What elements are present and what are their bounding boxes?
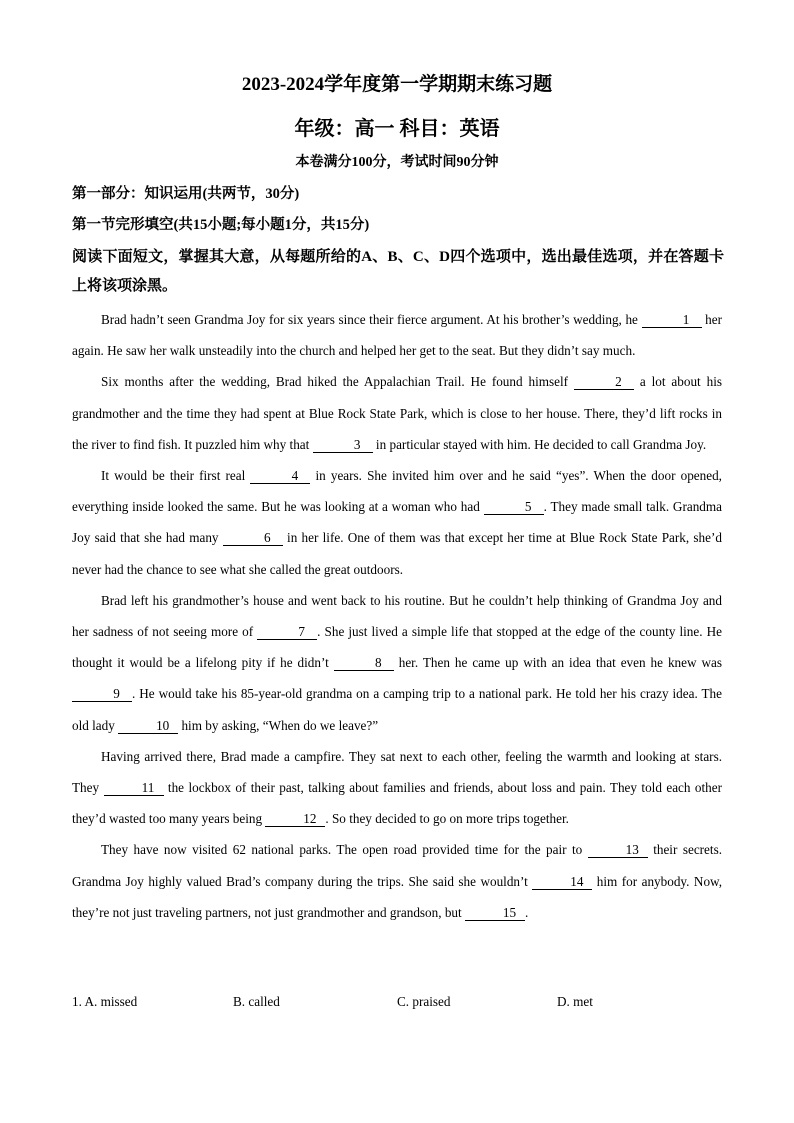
section-heading: 第一节完形填空(共15小题;每小题1分，共15分) bbox=[72, 217, 370, 233]
instructions: 阅读下面短文，掌握其大意，从每题所给的A、B、C、D四个选项中，选出最佳选项，并在答题卡上将该项涂黑。 bbox=[72, 249, 724, 294]
option-c: C. praised bbox=[397, 994, 451, 1009]
blank-10: 10 bbox=[118, 719, 178, 734]
exam-title: 2023-2024学年度第一学期期末练习题 bbox=[241, 74, 553, 95]
blank-14: 14 bbox=[532, 875, 592, 890]
blank-5: 5 bbox=[484, 500, 544, 515]
paragraph-6: They have now visited 62 national parks. The open road provided time for the pair to 13 their secrets. Grandma Joy highly valued Brad’s company during the trips. She said she wouldn’t 14 him for anybody. Now, they’re not just traveling partners, not just grandmother and grandson, but 15 . bbox=[72, 842, 723, 920]
cloze-passage bbox=[72, 304, 722, 928]
blank-8: 8 bbox=[334, 656, 394, 671]
blank-13: 13 bbox=[588, 843, 648, 858]
exam-info: 本卷满分100分，考试时间90分钟 bbox=[295, 155, 499, 170]
blank-2: 2 bbox=[574, 375, 634, 390]
blank-12: 12 bbox=[265, 812, 325, 827]
option-b: B. called bbox=[233, 994, 280, 1009]
blank-11: 11 bbox=[104, 781, 164, 796]
paragraph-4: Brad left his grandmother’s house and went back to his routine. But he couldn’t help thinking of Grandma Joy and her sadness of not seeing more of 7 . She just lived a simple life that stopped at the edge of the county line. He thought it would be a lifelong pity if he didn’t 8 her. Then he came up with an idea that even he knew was 9 . He would take his 85-year-old grandma on a camping trip to a national park. He told her his crazy idea. The old lady 10 him by asking, “When do we leave?” bbox=[72, 592, 722, 733]
blank-7: 7 bbox=[257, 625, 317, 640]
blank-9: 9 bbox=[72, 687, 132, 702]
option-a: 1. A. missed bbox=[72, 994, 138, 1009]
blank-3: 3 bbox=[313, 438, 373, 453]
paragraph-1: Brad hadn’t seen Grandma Joy for six years since their fierce argument. At his brother’s wedding, he 1 her again. He saw her walk unsteadily into the church and helped her get to the seat. But they didn’t say much. bbox=[72, 312, 723, 359]
option-d: D. met bbox=[557, 994, 593, 1009]
part-heading: 第一部分：知识运用(共两节，30分) bbox=[72, 186, 300, 202]
grade-subject: 年级：高一 科目：英语 bbox=[294, 118, 500, 140]
blank-6: 6 bbox=[223, 531, 283, 546]
paragraph-5: Having arrived there, Brad made a campfire. They sat next to each other, feeling the warmth and looking at stars. They 11 the lockbox of their past, talking about families and friends, about loss and pain. They told each other they’d wasted too many years being 12 . So they decided to go on more trips together. bbox=[72, 748, 722, 827]
blank-4: 4 bbox=[250, 469, 310, 484]
blank-1: 1 bbox=[642, 313, 702, 328]
blank-15: 15 bbox=[465, 906, 525, 921]
paragraph-3: It would be their first real 4 in years. She invited him over and he said “yes”. When the door opened, everything inside looked the same. But he was looking at a woman who had 5 . They made small talk. Grandma Joy said that she had many 6 in her life. One of them was that except her time at Blue Rock State Park, she’d never had the chance to see what she called the great outdoors. bbox=[72, 468, 723, 577]
paragraph-2: Six months after the wedding, Brad hiked the Appalachian Trail. He found himself 2 a lot about his grandmother and the time they had spent at Blue Rock State Park, which is close to her house. There, they’d lift rocks in the river to find fish. It puzzled him why that 3 in particular stayed with him. He decided to call Grandma Joy. bbox=[72, 374, 723, 452]
question-1-options bbox=[72, 991, 722, 1013]
